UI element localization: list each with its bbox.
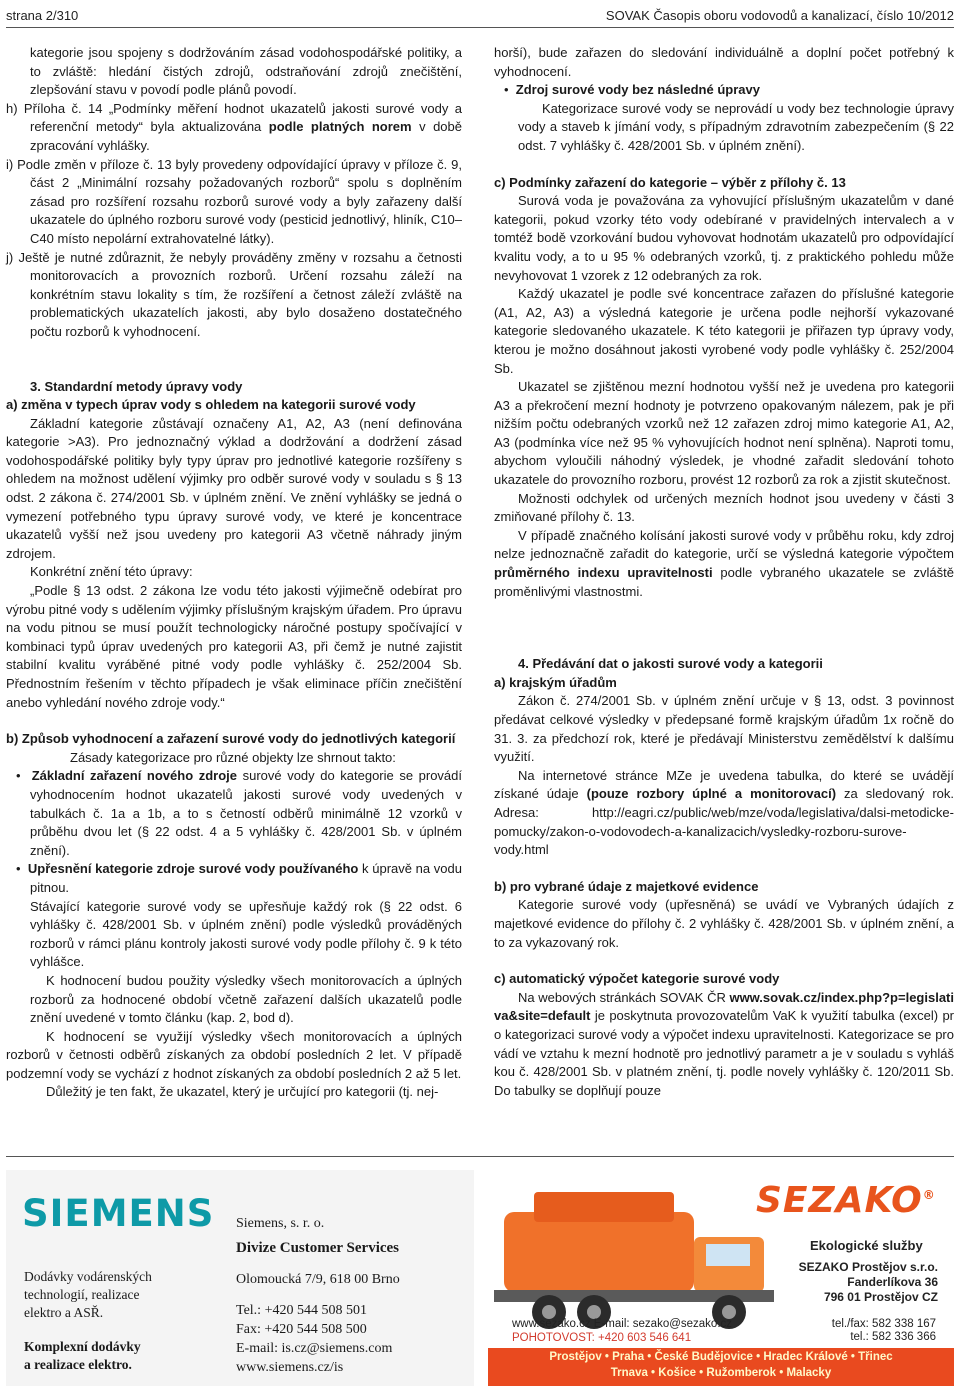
left-column (6, 44, 462, 1102)
paragraph: Kategorie surové vody (upřesněná) se uvádí ve Vybraných údajích z majetkové evidence do přílohy č. 2 vyhlášky č. 428/2001 Sb. v úplném znění, a to za vykazovaný rok. (494, 897, 954, 950)
sezako-logo: SEZAKO® (756, 1180, 936, 1221)
paragraph: Zásady kategorizace pro různé objekty lze shrnout takto: (70, 749, 396, 765)
sezako-emergency: POHOTOVOST: +420 603 546 641 (512, 1332, 692, 1344)
paragraph: K hodnocení budou použity výsledky všech monitorovacích a úplných rozborů za hodnocené období včetně zařazení dalších ukazatelů podle znění uvedené v tomto článku (kap. 2, bod d). (30, 972, 462, 1026)
paragraph: Stávající kategorie surové vody se upřesňuje každý rok (§ 22 odst. 6 vyhlášky č. 428/2001 Sb. v úplném znění) podle výsledků prováděných rozborů v rámci plánu kontroly jakosti surové vody podle přílohy č. 9 k této vyhlášce. (30, 898, 462, 970)
item-h: h) Příloha č. 14 „Podmínky měření hodnot ukazatelů jakosti surové vody a referenční metody“ byla aktualizována podle platných norem v době zpracování vyhlášky. (6, 100, 462, 153)
paragraph: Ukazatel se zjištěnou mezní hodnotou vyšší než je uvedena pro kategorii A3 a překročení mezní hodnoty je potvrzeno opakovaným nálezem, pak je při nižším počtu odebraných vzorků než 12 zařazen zdroj mimo kategorie A1, A2, A3 (podmínka více než 95 % vyhovujících hodnot není splněna). Naproti tomu, abychom vyloučili náhodný výsledek, je vhodné zařadit sledování tohoto ukazatele do provozního rozboru, provést 12 rozborů za rok a zjistit skutečnost. (494, 379, 954, 488)
siemens-logo: SIEMENS (22, 1192, 215, 1235)
item-j: j) Ještě je nutné zdůraznit, že nebyly prováděny změny v rozsahu a četnosti monitorovacích a provozních rozborů. Určení rozsahu záleží na konkrétním stavu lokality s tím, že rozšíření a četnost záleží zvláště na problematických ukazatelích jakosti, aby bylo dosaženo dostatečného počtu rozborů k vyhodnocení. (6, 249, 462, 339)
subsection-a-title: a) změna v typech úprav vody s ohledem na kategorii surové vody (6, 397, 416, 413)
bottom-rule (6, 1156, 954, 1157)
subsection-4c-title: c) automatický výpočet kategorie surové vody (494, 971, 780, 987)
sezako-cities: Prostějov • Praha • České Budějovice • Hradec Králové • Třinec (549, 1351, 893, 1363)
header-rule (6, 27, 954, 28)
sezako-cities: Trnava • Košice • Ružomberok • Malacky (610, 1367, 832, 1379)
siemens-contact: Siemens, s. r. o. Divize Customer Services Olomoucká 7/9, 618 00 Brno Tel.: +420 544 508 501 Fax: +420 544 508 500 E-mail: is.cz@siemens.com www.siemens.cz/is (236, 1216, 400, 1375)
item-i: i) Podle změn v příloze č. 13 byly provedeny odpovídající úpravy v příloze č. 9, část 2 „Minimální rozsahy požadovaných rozborů“ spolu s doplněním zásad pro rozšíření rozsahu rozborů surové vody a byly zařazeny další ukazatele do úplného rozboru surové vody (pesticid jednotlivý, hliník, C10–C40 místo nepolární extrahovatelné látky). (6, 156, 462, 246)
paragraph: horší), bude zařazen do sledování individuálně a doplní počet potřebný k vyhodnocení. (494, 45, 954, 79)
sezako-subtitle: Ekologické služby (810, 1238, 923, 1253)
subsection-c-title: c) Podmínky zařazení do kategorie – výběr z přílohy č. 13 (494, 174, 846, 190)
section-3-title: 3. Standardní metody úpravy vody (30, 378, 243, 394)
paragraph: Možnosti odchylek od určených mezních hodnot jsou uvedeny v části 3 zmiňované přílohy č. 13. (494, 490, 954, 525)
siemens-tagline-bold: Komplexní dodávky a realizace elektro. (24, 1339, 141, 1372)
bullet-item: • Zdroj surové vody bez následné úpravy (504, 82, 760, 98)
bullet-item: • Upřesnění kategorie zdroje surové vody používaného k úpravě na vodu pitnou. (16, 861, 462, 895)
sezako-phones: tel./fax: 582 338 167 tel.: 582 336 366 (831, 1318, 936, 1343)
paragraph: „Podle § 13 odst. 2 zákona lze vodu této jakosti výjimečně odebírat pro výrobu pitné vody s udělením výjimky příslušným krajským úřadem. Pro úpravu na vodu pitnou se musí použít technologicky náročné postupy spočívající v kombinaci typů úprav uvedených pro kategorii A3, při čemž je nutné zajistit stabilní kvalitu vyráběné pitné vody podle vyhlášky č. 252/2004 Sb. Přednostním řešením v těchto případech je však eliminace příčin znečištění anebo vyhledání nového zdroje vody.“ (6, 583, 462, 710)
paragraph: Na webových stránkách SOVAK ČR www.sovak.cz/index.php?p=legislativa&site=default je poskytnuta provozovatelům VaK k využití tabulka (excel) pro kategorizaci surové vody a výpočet indexu upravitelnosti. Kategorizace se provádí ve vztahu k mezní hodnotě pro jednotlivý parametr a je v souladu s vyhláškou č. 428/2001 Sb. v platném znění, tj. podle novely vyhlášky č. 120/2011 Sb. Do tabulky se doplňují pouze (494, 989, 955, 1098)
sezako-web-email[interactable]: www.sezako.cz E-mail: sezako@sezako.cz (512, 1318, 733, 1330)
paragraph: Důležitý je ten fakt, že ukazatel, který je určující pro kategorii (tj. nej- (46, 1084, 439, 1100)
paragraph: Konkrétní znění této úpravy: (30, 564, 193, 580)
paragraph: kategorie jsou spojeny s dodržováním zásad vodohospodářské politiky, a to zvláště: hledání čistých zdrojů, odstraňování zdrojů znečištění, zlepšování stavu v povodí podle plánů povodí. (30, 45, 462, 98)
paragraph: Základní kategorie zůstávají označeny A1, A2, A3 (není definována kategorie >A3). Pro jednoznačný výklad a dodržování a dodržení zásad vodohospodářské politiky byly typy úprav pro jednotlivé kategorie rozšířeny s ohledem na možnost udělení výjimky pro odběr surové vody v souladu s § 13 odst. 2 zákona č. 274/2001 Sb. v úplném znění. Ve znění vyhlášky se jedná o vymezení potřebného typu úpravy surové vody, ve které je koncentrace ukazatelů vyšší než jsou uvedeny pro kategorii A3 včetně náhrady jiným zdrojem. (6, 415, 462, 561)
journal-title: SOVAK Časopis oboru vodovodů a kanalizací, číslo 10/2012 (605, 8, 954, 23)
subsection-4b-title: b) pro vybrané údaje z majetkové evidence (494, 878, 759, 894)
page-number: strana 2/310 (6, 8, 79, 23)
siemens-tagline: Dodávky vodárenských technologií, realizace elektro a ASŘ. (24, 1269, 152, 1320)
sezako-advert (488, 1170, 954, 1386)
siemens-advert (6, 1170, 474, 1386)
paragraph: V případě značného kolísání jakosti surové vody v průběhu roku, kdy zdroj nelze jednoznačně zařadit do kategorie, určí se výsledná kategorie výpočtem průměrného indexu upravitelnosti podle vybraného ukazatele se zvláště proměnlivými vlastnostmi. (494, 527, 954, 599)
bullet-item: • Základní zařazení nového zdroje surové vody do kategorie se provádí vyhodnocením hodnot ukazatelů jakosti surové vody uvedených v tabulkách č. 1a a 1b, a to s četností odběrů minimálně 12 vzorků v průběhu dvou let (§ 22 odst. 4 a 5 vyhlášky č. 428/2001 Sb. v úplném znění). (16, 768, 462, 858)
subsection-4a-title: a) krajským úřadům (494, 674, 617, 690)
paragraph: Zákon č. 274/2001 Sb. v úplném znění určuje v § 13, odst. 3 povinnost předávat celkové výsledky v předepsané formě krajským úřadům 1x ročně do 31. 3. za předchozí rok, které je předávají Ministerstvu zemědělství k dalšímu využití. (494, 693, 954, 765)
page-header (6, 6, 954, 26)
paragraph: Surová voda je považována za vyhovující příslušným ukazatelům v dané kategorii, pokud vzorky této vody odebírané v pravidelných intervalech a v tomtéž bodě vzorkování budou vyhovovat hodnotám ukazatelů pro odpovídající kvalitu vody, a to u 95 % odebraných vzorků, tj. z praktického pohledu může nevyhovovat 1 vzorek z 12 odebraných za rok. (494, 193, 954, 283)
subsection-b-title: b) Způsob vyhodnocení a zařazení surové vody do jednotlivých kategorií (6, 731, 456, 747)
right-column (494, 44, 954, 1100)
sovak-link[interactable]: www.sovak.cz/index.php?p=legislativa&site=default (494, 989, 955, 1024)
section-4-title: 4. Předávání dat o jakosti surové vody a kategorii (518, 656, 823, 672)
paragraph: Kategorizace surové vody se neprovádí u vody bez technologie úpravy vody a staveb k jímání vody, s případným zdravotním zabezpečením (§ 22 odst. 7 vyhlášky č. 428/2001 Sb. v úplném znění). (518, 100, 954, 153)
sezako-address: SEZAKO Prostějov s.r.o. Fanderlíkova 36 796 01 Prostějov CZ (798, 1260, 938, 1304)
paragraph: Na internetové stránce MZe je uvedena tabulka, do které se uvádějí získané údaje (pouze rozbory úplné a monitorovací) za sledovaný rok. Adresa: http://eagri.cz/public/web/mze/voda/legislativa/dalsi-metodicke-pomucky/zakon-o-vodovodech-a-kanalizacich/vysledky-rozboru-surove-vody.html (494, 767, 954, 858)
paragraph: Každý ukazatel je podle své koncentrace zařazen do příslušné kategorie (A1, A2, A3) a výsledná kategorie je určena podle nejhorší vykazované kategorie sledovaného ukazatele. K této kategorii je přiřazen typ úpravy vody, kterou je možno dosáhnout jakosti vyrobené vody podle vyhlášky č. 252/2004 Sb. (494, 286, 954, 376)
paragraph: K hodnocení se využijí výsledky všech monitorovacích a úplných rozborů v četnosti odběrů získaných za období posledních 2 let. V případě podzemní vody se vychází z hodnot získaných za období posledních 2 až 5 let. (6, 1028, 462, 1081)
